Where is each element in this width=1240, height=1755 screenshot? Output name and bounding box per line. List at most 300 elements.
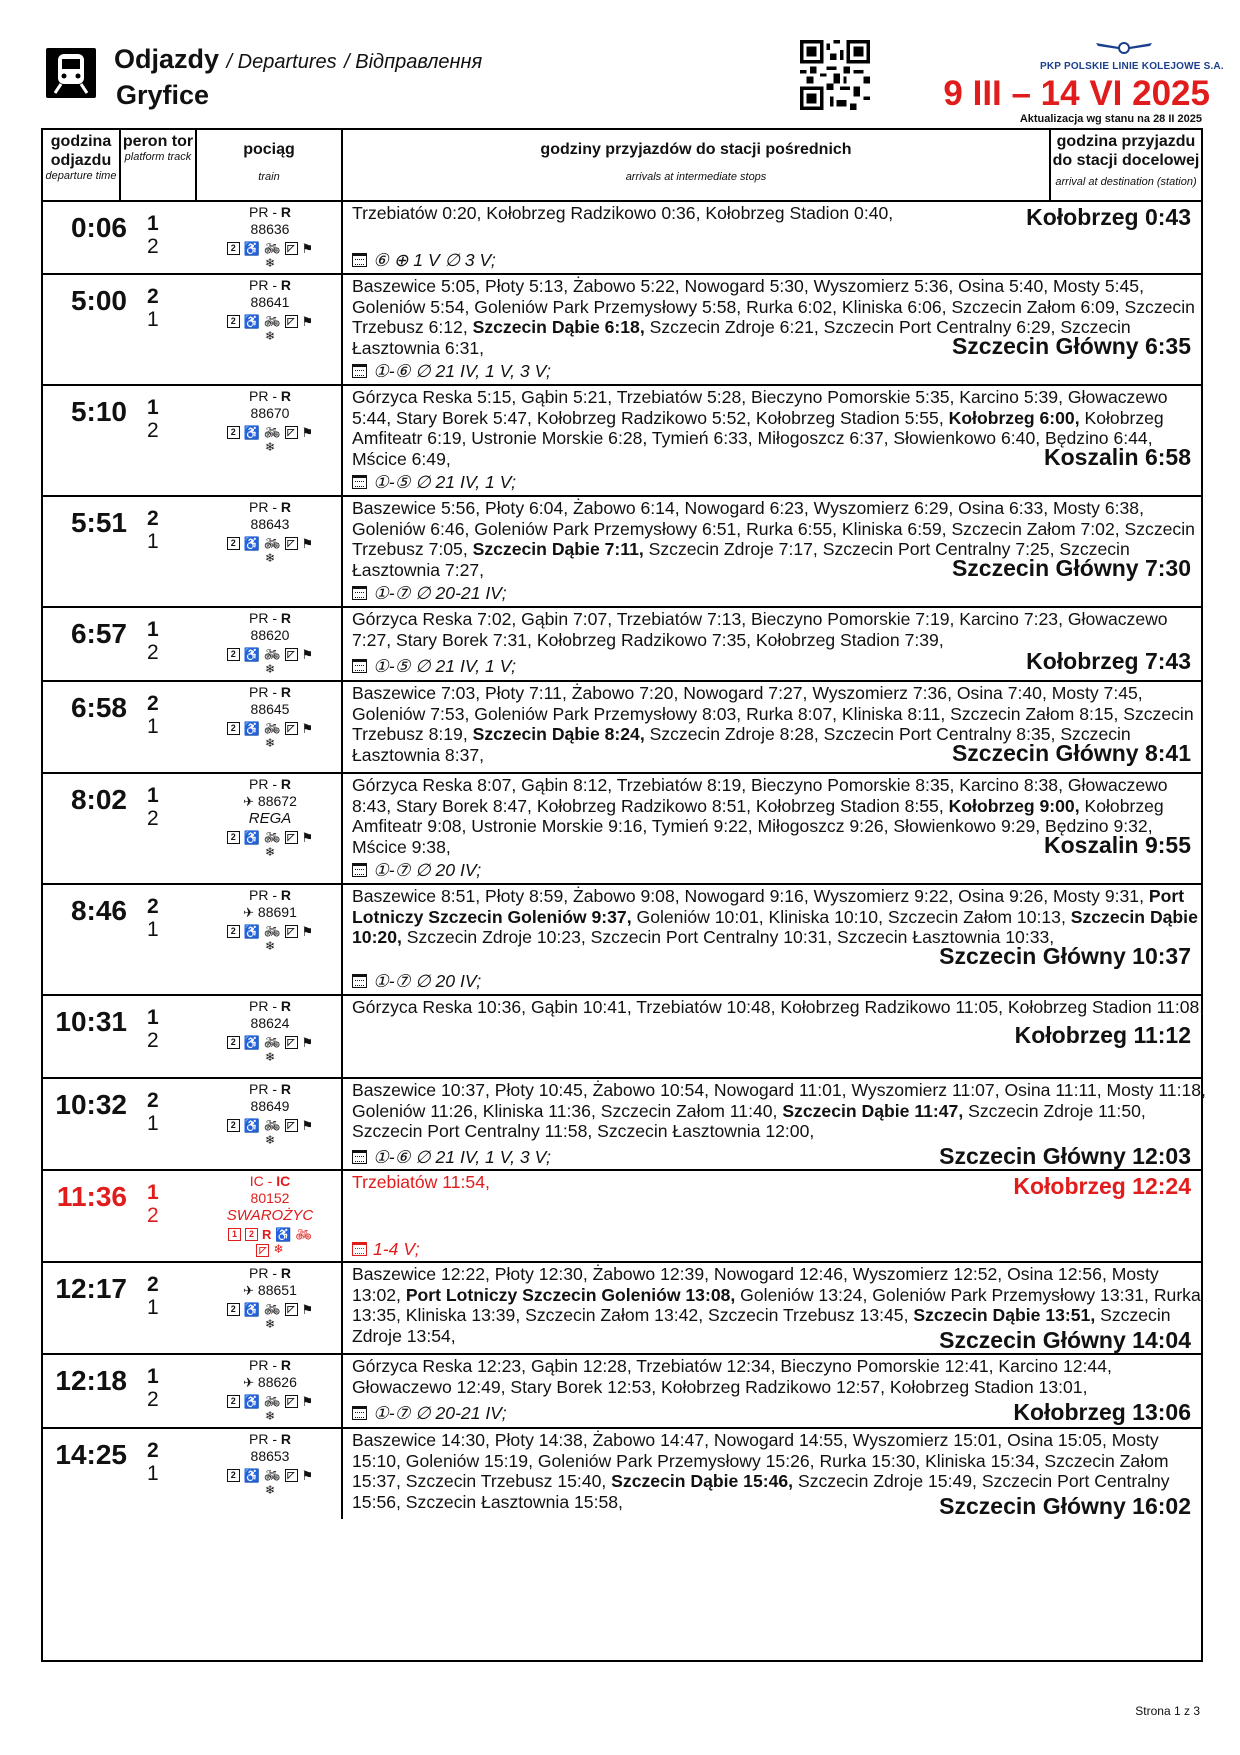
wifi-icon: ◸ — [285, 315, 298, 328]
train-number-line — [197, 221, 343, 238]
destination-arrival: Kołobrzeg 0:43 — [1026, 204, 1191, 230]
bicycle-icon: 🚲︎ — [264, 536, 281, 551]
platform-track — [147, 692, 187, 738]
platform-track — [147, 1365, 187, 1411]
platform-track — [147, 212, 187, 258]
service-icons — [227, 722, 313, 735]
stop-list: Baszewice 14:30, Płoty 14:38, Żabowo 14:47, Nowogard 14:55, Wyszomierz 15:01, Osina 15:05, Mosty 15:10, Goleniów 15:19, Goleniów Park Przemysłowy 15:26, Rurka 15:30, Kliniska 15:34, Szczecin Załom 15:37, Szczecin Trzebusz 15:40, — [352, 1430, 1169, 1492]
stop-list: Górzyca Reska 10:36, Gąbin 10:41, Trzebiatów 10:48, Kołobrzeg Radzikowo 11:05, Kołobrzeg Stadion 11:08, — [352, 997, 1205, 1017]
departure-row — [43, 497, 1201, 608]
departure-row — [43, 1263, 1201, 1355]
bicycle-icon: 🚲︎ — [264, 1302, 281, 1317]
air-conditioning-icon: ❄ — [264, 845, 276, 859]
train-icon — [46, 48, 96, 98]
platform-track — [147, 396, 187, 442]
stop-list: Szczecin Zdroje 7:17, Szczecin Port Centralny 7:25, Szczecin Łasztownia 7:27, — [352, 539, 1130, 581]
train-category: PR - R — [248, 388, 292, 404]
operating-days-text: ⑥ ⊕ 1 V ∅ 3 V; — [373, 250, 496, 270]
second-class-icon: 2 — [227, 426, 240, 439]
timetable — [41, 128, 1206, 1662]
service-icons — [227, 426, 313, 439]
departure-row — [43, 1079, 1206, 1171]
train-number: 88670 — [250, 405, 290, 421]
airplane-icon: ✈ — [243, 1375, 255, 1390]
stop-list: Szczecin Zdroje 11:50, Szczecin Port Centralny 11:58, Szczecin Łasztownia 12:00, — [352, 1100, 1146, 1142]
train-category: PR - R — [248, 998, 292, 1014]
departure-time: 8:46 — [70, 895, 127, 926]
operating-days-text: 1-4 V; — [373, 1239, 420, 1259]
train-number-line — [197, 1098, 343, 1115]
platform-track — [147, 1181, 187, 1227]
operating-days — [352, 1147, 551, 1168]
air-conditioning-icon: ❄ — [264, 939, 276, 953]
departure-row — [43, 1429, 1201, 1519]
second-class-icon: 2 — [227, 648, 240, 661]
platform-number: 2 — [147, 692, 159, 715]
train-number: 88653 — [250, 1448, 290, 1464]
bicycle-icon: 🚲︎ — [264, 241, 281, 256]
departure-row — [43, 996, 1205, 1079]
wifi-icon: ◸ — [285, 1036, 298, 1049]
air-conditioning-icon: ❄ — [264, 440, 276, 454]
destination-arrival: Szczecin Główny 8:41 — [951, 740, 1191, 766]
train-number-line — [197, 1374, 343, 1391]
destination-arrival: Szczecin Główny 12:03 — [939, 1143, 1191, 1169]
key-stop: Szczecin Dąbie 13:51, — [913, 1305, 1096, 1326]
departure-row — [43, 386, 1201, 497]
departure-time: 5:10 — [70, 396, 127, 427]
reservation-icon: R — [261, 1227, 272, 1242]
key-stop: Port Lotniczy Szczecin Goleniów 13:08, — [405, 1284, 736, 1305]
train-number-line — [197, 627, 343, 644]
operating-days — [352, 250, 496, 271]
calendar-icon — [352, 863, 367, 877]
bicycle-icon: 🚲︎ — [264, 1468, 281, 1483]
departure-time: 6:58 — [70, 692, 127, 723]
train-info — [197, 1357, 343, 1423]
service-icons — [227, 648, 313, 661]
service-icons — [228, 1228, 312, 1241]
airplane-icon: ✈ — [243, 1283, 255, 1298]
operating-days — [352, 1239, 420, 1260]
departure-row — [43, 608, 1201, 682]
track-number: 1 — [147, 308, 159, 331]
wheelchair-icon: ♿ — [243, 314, 260, 329]
train-number: 88626 — [257, 1374, 297, 1390]
departure-time: 10:32 — [55, 1089, 127, 1120]
wheelchair-icon: ♿ — [243, 1118, 260, 1133]
destination-arrival: Szczecin Główny 14:04 — [939, 1327, 1191, 1353]
train-number-line — [197, 294, 343, 311]
operating-days-text: ①-⑥ ∅ 21 IV, 1 V, 3 V; — [373, 1147, 551, 1167]
platform-track — [147, 507, 187, 553]
platform-track — [147, 1273, 187, 1319]
train-info — [197, 1431, 343, 1497]
train-number-line — [197, 701, 343, 718]
departure-row — [43, 885, 1201, 996]
operating-days — [352, 971, 481, 992]
service-icons — [227, 537, 313, 550]
departure-row — [43, 1355, 1201, 1429]
stop-list: Szczecin Zdroje 8:28, Szczecin Port Centralny 8:35, Szczecin Łasztownia 8:37, — [352, 724, 1131, 766]
baggage-icon: ⚑ — [301, 721, 314, 736]
title-en: / Departures — [226, 51, 337, 73]
baggage-icon: ⚑ — [301, 647, 314, 662]
train-number: 88641 — [250, 294, 290, 310]
intermediate-stops — [352, 997, 1210, 1018]
second-class-icon: 2 — [227, 831, 240, 844]
calendar-icon — [352, 1242, 367, 1256]
stop-list: Goleniów 13:24, Goleniów Park Przemysłowy 13:31, Rurka 13:35, Kliniska 13:39, Szczecin Załom 13:42, Szczecin Trzebusz 13:45, — [352, 1284, 1201, 1326]
service-icons — [227, 1036, 313, 1049]
baggage-icon: ⚑ — [301, 314, 314, 329]
calendar-icon — [352, 659, 367, 673]
platform-track — [147, 285, 187, 331]
second-class-icon: 2 — [227, 1395, 240, 1408]
departure-row — [43, 275, 1201, 386]
key-stop: Szczecin Dąbie 15:46, — [611, 1471, 794, 1492]
bicycle-icon: 🚲︎ — [295, 1227, 313, 1242]
bicycle-icon: 🚲︎ — [264, 647, 281, 662]
train-category: PR - R — [248, 684, 292, 700]
stop-list: Baszewice 12:22, Płoty 12:30, Żabowo 12:39, Nowogard 12:46, Wyszomierz 12:52, Osina 12:56, Mosty 13:02, — [352, 1264, 1159, 1305]
wheelchair-icon: ♿ — [243, 1468, 260, 1483]
wifi-icon: ◸ — [285, 648, 298, 661]
train-number-line — [197, 516, 343, 533]
train-number-line — [197, 405, 343, 422]
validity-period: 9 III – 14 VI 2025 — [943, 74, 1210, 113]
platform-track — [147, 784, 187, 830]
destination-arrival: Koszalin 6:58 — [1044, 444, 1191, 470]
title-pl: Odjazdy — [114, 44, 220, 74]
track-number: 2 — [147, 807, 159, 830]
train-info — [197, 277, 343, 343]
column-header-intermediate: godziny przyjazdów do stacji pośrednich arrivals at intermediate stops — [343, 130, 1051, 202]
destination-arrival: Szczecin Główny 10:37 — [939, 943, 1191, 969]
train-name: REGA — [248, 810, 292, 827]
baggage-icon: ⚑ — [301, 1394, 314, 1409]
departure-time: 6:57 — [70, 618, 127, 649]
train-category: PR - R — [248, 1081, 292, 1097]
train-category: PR - R — [248, 610, 292, 626]
qr-code[interactable] — [800, 40, 870, 110]
departure-row — [43, 682, 1201, 774]
wifi-icon: ◸ — [285, 242, 298, 255]
train-number: 80152 — [250, 1190, 290, 1206]
train-info — [197, 1265, 343, 1331]
stop-list: Szczecin Zdroje 10:23, Szczecin Port Centralny 10:31, Szczecin Łasztownia 10:33, — [401, 927, 1055, 948]
air-conditioning-icon: ❄ — [264, 329, 276, 343]
destination-arrival: Kołobrzeg 13:06 — [1013, 1399, 1191, 1425]
departure-time: 8:02 — [70, 784, 127, 815]
first-class-icon: 1 — [228, 1228, 241, 1241]
stop-list: Górzyca Reska 12:23, Gąbin 12:28, Trzebiatów 12:34, Bieczyno Pomorskie 12:41, Karcino 12:44, Głowaczewo 12:49, Stary Borek 12:53, Kołobrzeg Radzikowo 12:57, Kołobrzeg Stadion 13:01, — [352, 1356, 1112, 1397]
platform-number: 2 — [147, 1273, 159, 1296]
train-info — [197, 1173, 343, 1257]
operating-days — [352, 472, 516, 493]
bicycle-icon: 🚲︎ — [264, 1394, 281, 1409]
operating-days-text: ①-⑦ ∅ 20-21 IV; — [373, 1403, 507, 1423]
wifi-icon: ◸ — [256, 1244, 269, 1257]
destination-arrival: Kołobrzeg 11:12 — [1014, 1022, 1191, 1048]
baggage-icon: ⚑ — [301, 536, 314, 551]
train-number: 88691 — [257, 904, 297, 920]
train-number: 88672 — [257, 793, 297, 809]
train-number: 88624 — [250, 1015, 290, 1031]
platform-track — [147, 1006, 187, 1052]
calendar-icon — [352, 586, 367, 600]
page-number: Strona 1 z 3 — [1135, 1704, 1200, 1718]
bicycle-icon: 🚲︎ — [264, 1118, 281, 1133]
bicycle-icon: 🚲︎ — [264, 830, 281, 845]
intermediate-stops — [352, 886, 1210, 948]
wheelchair-icon: ♿ — [243, 1394, 260, 1409]
stop-list: Górzyca Reska 8:07, Gąbin 8:12, Trzebiatów 8:19, Bieczyno Pomorskie 8:35, Karcino 8:38, Głowaczewo 8:43, Stary Borek 8:47, Kołobrzeg Radzikowo 8:51, Kołobrzeg Stadion 8:55, — [352, 775, 1168, 816]
operating-days — [352, 656, 516, 677]
departure-time: 5:00 — [70, 285, 127, 316]
operating-days — [352, 583, 507, 604]
operating-days — [352, 860, 481, 881]
train-number: 88651 — [257, 1282, 297, 1298]
destination-arrival: Koszalin 9:55 — [1044, 832, 1191, 858]
second-class-icon: 2 — [227, 1469, 240, 1482]
platform-track — [147, 1089, 187, 1135]
departure-time: 0:06 — [70, 212, 127, 243]
wifi-icon: ◸ — [285, 925, 298, 938]
key-stop: Szczecin Dąbie 8:24, — [472, 724, 645, 745]
operating-days-text: ①-⑤ ∅ 21 IV, 1 V; — [373, 472, 517, 492]
bicycle-icon: 🚲︎ — [264, 1035, 281, 1050]
train-category: PR - R — [248, 204, 292, 220]
operator-name: PKP POLSKIE LINIE KOLEJOWE S.A. — [1040, 61, 1224, 72]
air-conditioning-icon: ❄ — [264, 1133, 276, 1147]
second-class-icon: 2 — [227, 537, 240, 550]
key-stop: Kołobrzeg 9:00, — [948, 795, 1080, 816]
air-conditioning-icon: ◸ ❄ — [197, 1242, 343, 1257]
stop-list: Szczecin Zdroje 6:21, Szczecin Port Centralny 6:29, Szczecin Łasztownia 6:31, — [352, 317, 1131, 359]
train-number: 88649 — [250, 1098, 290, 1114]
calendar-icon — [352, 475, 367, 489]
second-class-icon: 2 — [227, 925, 240, 938]
intermediate-stops — [352, 1356, 1210, 1397]
column-header-destination: godzina przyjazdu do stacji docelowej arrival at destination (station) — [1051, 130, 1201, 202]
page-title — [114, 44, 482, 75]
stop-list: Kołobrzeg Amfiteatr 6:19, Ustronie Morskie 6:28, Tymień 6:33, Miłogoszcz 6:37, Słowienkowo 6:40, Będzino 6:44, Mścice 6:49, — [352, 407, 1164, 470]
column-header-time: godzina odjazdu departure time — [43, 130, 121, 202]
train-number-line — [197, 793, 343, 810]
baggage-icon: ⚑ — [301, 241, 314, 256]
stop-list: Baszewice 5:05, Płoty 5:13, Żabowo 5:22, Nowogard 5:30, Wyszomierz 5:36, Osina 5:40, Mosty 5:45, Goleniów 5:54, Goleniów Park Przemysłowy 5:58, Rurka 6:02, Kliniska 6:06, Szczecin Załom 6:09, Szczecin Trzebusz 6:12, — [352, 276, 1195, 338]
train-category: PR - R — [248, 887, 292, 903]
train-info — [197, 204, 343, 270]
baggage-icon: ⚑ — [301, 1302, 314, 1317]
bicycle-icon: 🚲︎ — [264, 314, 281, 329]
calendar-icon — [352, 1406, 367, 1420]
wifi-icon: ◸ — [285, 1119, 298, 1132]
platform-track — [147, 1439, 187, 1485]
baggage-icon: ⚑ — [301, 425, 314, 440]
baggage-icon: ⚑ — [301, 830, 314, 845]
train-number-line — [197, 904, 343, 921]
baggage-icon: ⚑ — [301, 1468, 314, 1483]
air-conditioning-icon: ❄ — [264, 1483, 276, 1497]
calendar-icon — [352, 364, 367, 378]
track-number: 1 — [147, 1112, 159, 1135]
platform-number: 1 — [147, 1365, 159, 1388]
train-info — [197, 610, 343, 676]
train-name: SWAROŻYC — [226, 1207, 314, 1224]
stop-list: Szczecin Zdroje 13:54, — [352, 1305, 1171, 1347]
stop-list: Trzebiatów 11:54, — [352, 1172, 490, 1192]
update-note: Aktualizacja wg stanu na 28 II 2025 — [1019, 113, 1202, 125]
calendar-icon — [352, 1150, 367, 1164]
track-number: 1 — [147, 918, 159, 941]
train-category: PR - R — [248, 1431, 292, 1447]
wifi-icon: ◸ — [285, 1303, 298, 1316]
platform-number: 1 — [147, 212, 159, 235]
stop-list: Kołobrzeg Amfiteatr 9:08, Ustronie Morskie 9:16, Tymień 9:22, Miłogoszcz 9:26, Słowienkowo 9:29, Będzino 9:32, Mścice 9:38, — [352, 795, 1164, 858]
destination-arrival: Szczecin Główny 6:35 — [951, 333, 1191, 359]
stop-list: Szczecin Zdroje 15:49, Szczecin Port Centralny 15:56, Szczecin Łasztownia 15:58, — [352, 1471, 1170, 1513]
operating-days — [352, 1403, 507, 1424]
air-conditioning-icon: ❄ — [264, 736, 276, 750]
intermediate-stops — [352, 1080, 1210, 1142]
stop-list: Baszewice 7:03, Płoty 7:11, Żabowo 7:20, Nowogard 7:27, Wyszomierz 7:36, Osina 7:40, Mosty 7:45, Goleniów 7:53, Goleniów Park Przemysłowy 8:03, Rurka 8:07, Kliniska 8:11, Szczecin Załom 8:15, Szczecin Trzebusz 8:19, — [352, 683, 1194, 745]
platform-number: 2 — [147, 1089, 159, 1112]
stop-list: Trzebiatów 0:20, Kołobrzeg Radzikowo 0:36, Kołobrzeg Stadion 0:40, — [352, 203, 894, 223]
track-number: 2 — [147, 419, 159, 442]
track-number: 1 — [147, 715, 159, 738]
second-class-icon: 2 — [245, 1228, 258, 1241]
platform-number: 1 — [147, 618, 159, 641]
wifi-icon: ◸ — [285, 831, 298, 844]
departure-row — [43, 202, 1201, 275]
departure-time: 12:17 — [55, 1273, 127, 1304]
calendar-icon — [352, 974, 367, 988]
key-stop: Szczecin Dąbie 7:11, — [472, 539, 644, 560]
destination-arrival: Kołobrzeg 12:24 — [1013, 1173, 1191, 1199]
wifi-icon: ◸ — [285, 1469, 298, 1482]
platform-number: 2 — [147, 1439, 159, 1462]
key-stop: Szczecin Dąbie 6:18, — [472, 317, 645, 338]
track-number: 1 — [147, 1462, 159, 1485]
service-icons — [227, 1395, 313, 1408]
second-class-icon: 2 — [227, 242, 240, 255]
key-stop: Szczecin Dąbie 10:20, — [352, 906, 1198, 948]
platform-number: 1 — [147, 784, 159, 807]
stop-list: Baszewice 10:37, Płoty 10:45, Żabowo 10:54, Nowogard 11:01, Wyszomierz 11:07, Osina 11:11, Mosty 11:18, Goleniów 11:26, Kliniska 11:36, Szczecin Załom 11:40, — [352, 1080, 1206, 1121]
departure-time: 11:36 — [56, 1181, 127, 1212]
track-number: 2 — [147, 641, 159, 664]
train-info — [197, 499, 343, 565]
stop-list: Goleniów 10:01, Kliniska 10:10, Szczecin Załom 10:13, — [631, 906, 1071, 927]
train-category: PR - R — [248, 1357, 292, 1373]
train-info — [197, 776, 343, 859]
calendar-icon — [352, 253, 367, 267]
station-name: Gryfice — [116, 80, 210, 110]
wifi-icon: ◸ — [285, 426, 298, 439]
train-number-line — [197, 1448, 343, 1465]
air-conditioning-icon: ❄ — [264, 1317, 276, 1331]
second-class-icon: 2 — [227, 1303, 240, 1316]
service-icons — [227, 315, 313, 328]
platform-number: 1 — [147, 396, 159, 419]
stop-list: Górzyca Reska 7:02, Gąbin 7:07, Trzebiatów 7:13, Bieczyno Pomorskie 7:19, Karcino 7:23, Głowaczewo 7:27, Stary Borek 7:31, Kołobrzeg Radzikowo 7:35, Kołobrzeg Stadion 7:39, — [352, 609, 1168, 650]
winged-wheel-icon — [1094, 40, 1154, 56]
key-stop: Szczecin Dąbie 11:47, — [782, 1100, 964, 1121]
wheelchair-icon: ♿ — [243, 1035, 260, 1050]
track-number: 2 — [147, 235, 159, 258]
wheelchair-icon: ♿ — [243, 830, 260, 845]
platform-number: 1 — [147, 1006, 159, 1029]
column-header-platform: peron tor platform track — [121, 130, 197, 202]
airplane-icon: ✈ — [243, 905, 255, 920]
wifi-icon: ◸ — [285, 537, 298, 550]
platform-number: 2 — [147, 285, 159, 308]
departure-time: 10:31 — [55, 1006, 127, 1037]
operating-days-text: ①-⑦ ∅ 20 IV; — [373, 971, 482, 991]
train-number-line — [197, 1282, 343, 1299]
service-icons — [227, 1469, 313, 1482]
service-icons — [227, 1303, 313, 1316]
baggage-icon: ⚑ — [301, 924, 314, 939]
wheelchair-icon: ♿ — [243, 425, 260, 440]
service-icons — [227, 831, 313, 844]
train-info — [197, 998, 343, 1064]
departure-time: 14:25 — [55, 1439, 127, 1470]
wheelchair-icon: ♿ — [243, 647, 260, 662]
train-number: 88620 — [250, 627, 290, 643]
train-category: PR - R — [248, 776, 292, 792]
operating-days-text: ①-⑦ ∅ 20 IV; — [373, 860, 482, 880]
key-stop: Kołobrzeg 6:00, — [948, 407, 1080, 428]
platform-track — [147, 618, 187, 664]
train-info — [197, 388, 343, 454]
departure-row — [43, 774, 1201, 885]
track-number: 2 — [147, 1029, 159, 1052]
operating-days — [352, 361, 551, 382]
platform-number: 1 — [147, 1181, 159, 1204]
airplane-icon: ✈ — [243, 794, 255, 809]
stop-list: Baszewice 8:51, Płoty 8:59, Żabowo 9:08, Nowogard 9:16, Wyszomierz 9:22, Osina 9:26, Mosty 9:31, — [352, 886, 1149, 906]
wifi-icon: ◸ — [285, 722, 298, 735]
train-info — [197, 684, 343, 750]
second-class-icon: 2 — [227, 1036, 240, 1049]
stop-list: Górzyca Reska 5:15, Gąbin 5:21, Trzebiatów 5:28, Bieczyno Pomorskie 5:35, Karcino 5:39, Głowaczewo 5:44, Stary Borek 5:47, Kołobrzeg Radzikowo 5:52, Kołobrzeg Stadion 5:55, — [352, 387, 1168, 428]
wheelchair-icon: ♿ — [243, 241, 260, 256]
title-uk: / Відправлення — [344, 51, 483, 73]
wheelchair-icon: ♿ — [243, 1302, 260, 1317]
platform-number: 2 — [147, 507, 159, 530]
air-conditioning-icon: ❄ — [264, 662, 276, 676]
bicycle-icon: 🚲︎ — [264, 924, 281, 939]
wheelchair-icon: ♿ — [243, 536, 260, 551]
departure-time: 12:18 — [55, 1365, 127, 1396]
second-class-icon: 2 — [227, 315, 240, 328]
air-conditioning-icon: ❄ — [264, 1050, 276, 1064]
air-conditioning-icon: ❄ — [264, 256, 276, 270]
destination-arrival: Szczecin Główny 7:30 — [951, 555, 1191, 581]
air-conditioning-icon: ❄ — [264, 551, 276, 565]
departure-row — [43, 1171, 1201, 1263]
air-conditioning-icon: ❄ — [264, 1409, 276, 1423]
service-icons — [227, 925, 313, 938]
operating-days-text: ①-⑤ ∅ 21 IV, 1 V; — [373, 656, 517, 676]
train-info — [197, 887, 343, 953]
bicycle-icon: 🚲︎ — [264, 721, 281, 736]
service-icons — [227, 1119, 313, 1132]
departure-time: 5:51 — [70, 507, 127, 538]
